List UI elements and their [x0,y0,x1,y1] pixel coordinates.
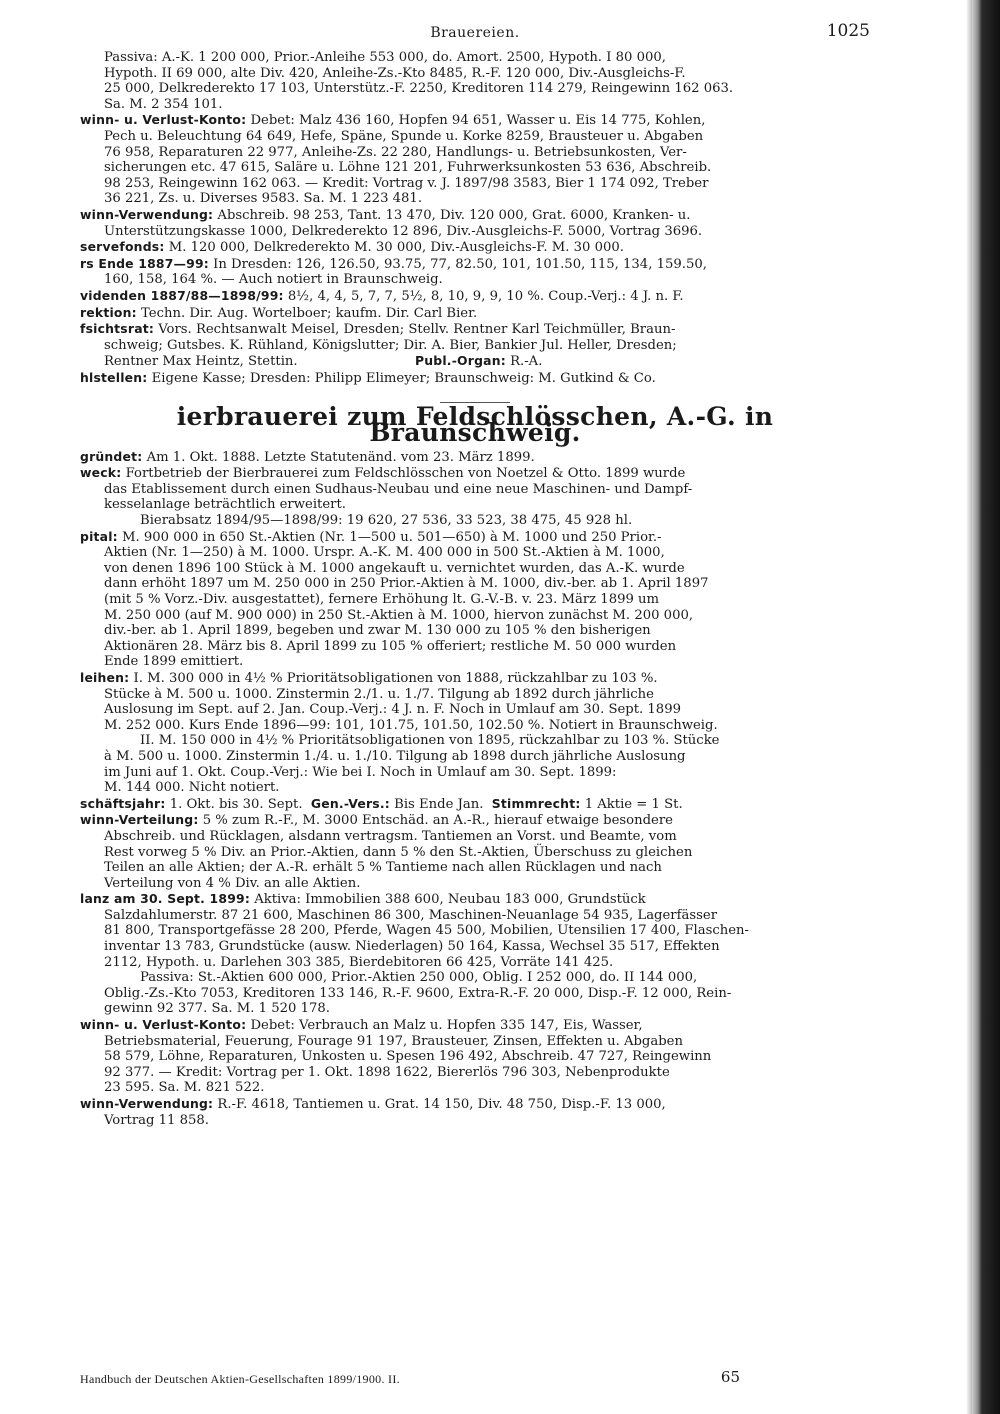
entry-text: I. M. 300 000 in 4½ % Prioritätsobligationen von 1888, rückzahlbar zu 103 %. [133,670,658,686]
entry-line: Unterstützungskasse 1000, Delkrederekto 12 896, Div.-Ausgleichs-F. 5000, Vortrag 3696. [104,223,703,239]
gegruendet-entry [80,449,870,466]
entry-text: Rentner Max Heintz, Stettin. [104,354,298,370]
entry-text: Bis Ende Jan. [394,796,484,812]
passiva-line: Passiva: St.-Aktien 600 000, Prior.-Aktien 250 000, Oblig. I 252 000, do. II 144 000, [140,970,698,986]
entry-label: fsichtsrat: [80,321,155,337]
entry-line: 92 377. — Kredit: Vortrag per 1. Okt. 1898 1622, Biererlös 796 303, Nebenprodukte [104,1064,670,1080]
entry-line: M. 250 000 (auf M. 900 000) in 250 St.-Aktien à M. 1000, hiervon zunächst M. 200 000, [104,607,694,623]
anleihen-entry [80,670,870,687]
page-number: 1025 [826,21,870,41]
entry-line [80,353,870,370]
entry-line: Salzdahlumerstr. 87 21 600, Maschinen 86 300, Maschinen-Neuanlage 54 935, Lagerfässer [104,907,717,923]
bierabsatz-line: Bierabsatz 1894/95—1898/99: 19 620, 27 536, 33 523, 38 475, 45 928 hl. [140,513,633,529]
entry-line: das Etablissement durch einen Sudhaus-Neubau und eine neue Maschinen- und Dampf- [104,481,693,497]
verwendung-entry [80,207,870,224]
passiva-line: Hypoth. II 69 000, alte Div. 420, Anleihe-Zs.-Kto 8485, R.-F. 120 000, Div.-Ausgleichs-F. [104,65,686,81]
guv-konto-entry [80,1017,870,1034]
entry-label: rektion: [80,304,137,320]
entry-label: weck: [80,465,122,481]
entry-text: Eigene Kasse; Dresden: Philipp Elimeyer; Braunschweig: M. Gutkind & Co. [151,370,656,386]
entry-line: à M. 500 u. 1000. Zinstermin 1./4. u. 1./10. Tilgung ab 1898 durch jährliche Auslosung [104,748,686,764]
entry-label: winn-Verteilung: [80,812,199,828]
entry-text: Debet: Verbrauch an Malz u. Hopfen 335 147, Eis, Wasser, [250,1018,643,1034]
entry-line: 81 800, Transportgefässe 28 200, Pferde, Wagen 45 500, Mobilien, Utensilien 17 400, Flaschen- [104,923,750,939]
entry-label: winn- u. Verlust-Konto: [80,112,247,128]
entry-text: Am 1. Okt. 1888. Letzte Statutenänd. vom 23. März 1899. [146,449,535,465]
entry-line: Pech u. Beleuchtung 64 649, Hefe, Späne, Spunde u. Korke 8259, Brausteuer u. Abgaben [104,128,704,144]
entry-line: 98 253, Reingewinn 162 063. — Kredit: Vortrag v. J. 1897/98 3583, Bier 1 174 092, Treber [104,175,709,191]
geschaeftsjahr-entry [80,796,870,813]
passiva-line: Passiva: A.-K. 1 200 000, Prior.-Anleihe 553 000, do. Amort. 2500, Hypoth. I 80 000, [104,50,666,65]
entry-label: leihen: [80,669,130,685]
entry-text: Fortbetrieb der Bierbrauerei zum Feldschlösschen von Noetzel & Otto. 1899 wurde [125,466,686,482]
entry-label: rs Ende 1887—99: [80,255,209,271]
entry-label: schäftsjahr: [80,795,166,811]
entry-label: winn- u. Verlust-Konto: [80,1017,247,1033]
gewinnverteilung-entry [80,812,870,829]
entry-line: von denen 1896 100 Stück à M. 1000 angekauft u. vernichtet wurden, das A.-K. wurde [104,560,685,576]
entry-line: (mit 5 % Vorz.-Div. ausgestattet), fernere Erhöhung lt. G.-V.-B. v. 23. März 1899 um [104,592,660,607]
entry-text: R.-F. 4618, Tantiemen u. Grat. 14 150, Div. 48 750, Disp.-F. 13 000, [217,1097,666,1112]
entry-label: Stimmrecht: [491,795,581,811]
footer-source: Handbuch der Deutschen Aktien-Gesellschaften 1899/1900. II. [80,1372,400,1386]
company-title: ierbrauerei zum Feldschlösschen, A.-G. in Braunschweig. [176,402,774,448]
passiva-line: Oblig.-Zs.-Kto 7053, Kreditoren 133 146, R.-F. 9600, Extra-R.-F. 20 000, Disp.-F. 12 000, Rein- [104,985,732,1001]
entry-text: M. 120 000, Delkrederekto M. 30 000, Div.-Ausgleichs-F. M. 30 000. [168,240,624,256]
company-section [80,449,870,1129]
book-binding-edge [972,0,1000,1414]
gewinnverwendung-entry [80,1096,870,1113]
previous-company-section [80,50,870,386]
entry-line: 23 595. Sa. M. 821 522. [104,1080,265,1096]
entry-line: Rest vorweg 5 % Div. an Prior.-Aktien, dann 5 % den St.-Aktien, Überschuss zu gleichen [104,844,693,860]
entry-text: Techn. Dir. Aug. Wortelboer; kaufm. Dir. Carl Bier. [141,305,478,321]
entry-label: winn-Verwendung: [80,1096,214,1111]
entry-label: winn-Verwendung: [80,206,214,222]
entry-text: Vors. Rechtsanwalt Meisel, Dresden; Stellv. Rentner Karl Teichmüller, Braun- [158,322,676,338]
entry-line: II. M. 150 000 in 4½ % Prioritätsobligationen von 1895, rückzahlbar zu 103 %. Stücke [140,733,720,749]
page-header [80,22,870,50]
entry-line: 58 579, Löhne, Reparaturen, Unkosten u. Spesen 196 492, Abschreib. 47 727, Reingewinn [104,1049,712,1065]
bilanz-entry [80,891,870,908]
entry-line: 160, 158, 164 %. — Auch notiert in Braunschweig. [104,272,443,288]
dividenden-entry [80,288,870,305]
entry-label: Publ.-Organ: [414,353,506,369]
entry-line: dann erhöht 1897 um M. 250 000 in 250 Prior.-Aktien à M. 1000, div.-ber. ab 1. April 1897 [104,576,709,592]
kapital-entry [80,529,870,546]
direktion-entry [80,305,870,322]
entry-line: 36 221, Zs. u. Diverses 9583. Sa. M. 1 223 481. [104,191,423,207]
zweck-entry [80,465,870,482]
entry-label: lanz am 30. Sept. 1899: [80,891,250,907]
aufsichtsrat-entry [80,321,870,338]
entry-text: 5 % zum R.-F., M. 3000 Entschäd. an A.-R., hierauf etwaige besondere [202,813,673,829]
entry-text: In Dresden: 126, 126.50, 93.75, 77, 82.50, 101, 101.50, 115, 134, 159.50, [213,256,707,272]
running-head: Brauereien. [430,25,520,41]
reservefonds-entry [80,239,870,256]
entry-label: Gen.-Vers.: [310,795,390,811]
entry-label: hlstellen: [80,369,148,385]
entry-text: Aktiva: Immobilien 388 600, Neubau 183 000, Grundstück [254,892,646,908]
gv-konto-entry [80,112,870,129]
entry-line: inventar 13 783, Grundstücke (ausw. Niederlagen) 50 164, Kassa, Wechsel 35 517, Effekten [104,939,720,955]
entry-line: Aktionären 28. März bis 8. April 1899 zu 105 % offeriert; restliche M. 50 000 wurden [104,638,677,654]
entry-line: 76 958, Reparaturen 22 977, Anleihe-Zs. 22 280, Handlungs- u. Betriebsunkosten, Ver- [104,144,687,160]
entry-label: gründet: [80,448,143,464]
entry-line: Betriebsmaterial, Feuerung, Fourage 91 197, Brausteuer, Zinsen, Effekten u. Abgaben [104,1033,683,1049]
entry-line: M. 144 000. Nicht notiert. [104,780,280,796]
entry-line: Ende 1899 emittiert. [104,654,244,670]
entry-line: schweig; Gutsbes. K. Rühland, Königslutter; Dir. A. Bier, Bankier Jul. Heller, Dresden; [104,337,677,353]
entry-line: kesselanlage beträchtlich erweitert. [104,497,346,513]
entry-line: Teilen an alle Aktien; der A.-R. erhält 5 % Tantieme nach allen Rücklagen und nach [104,860,662,876]
document-page [80,22,870,1392]
entry-label: videnden 1887/88—1898/99: [80,287,284,303]
entry-line: div.-ber. ab 1. April 1899, begeben und zwar M. 130 000 zu 105 % den bisherigen [104,623,651,639]
entry-text: M. 900 000 in 650 St.-Aktien (Nr. 1—500 u. 501—650) à M. 1000 und 250 Prior.- [122,529,662,545]
passiva-line: 25 000, Delkrederekto 17 103, Unterstütz.-F. 2250, Kreditoren 114 279, Reingewinn 162 063. [104,81,734,97]
entry-text: Debet: Malz 436 160, Hopfen 94 651, Wasser u. Eis 14 775, Kohlen, [250,113,706,129]
entry-text: 1. Okt. bis 30. Sept. [169,796,303,812]
entry-line: 2112, Hypoth. u. Darlehen 303 385, Bierdebitoren 66 425, Vorräte 141 425. [104,954,614,970]
entry-line: Verteilung von 4 % Div. an alle Aktien. [104,875,361,891]
entry-line: Aktien (Nr. 1—250) à M. 1000. Urspr. A.-K. M. 400 000 in 500 St.-Aktien à M. 1000, [104,545,665,561]
entry-line: Abschreib. und Rücklagen, alsdann vertragsm. Tantiemen an Vorst. und Beamte, vom [104,828,677,844]
entry-line: im Juni auf 1. Okt. Coup.-Verj.: Wie bei I. Noch in Umlauf am 30. Sept. 1899: [104,764,617,780]
passiva-line: Sa. M. 2 354 101. [104,96,223,112]
entry-text: R.-A. [510,354,543,370]
entry-line: Vortrag 11 858. [104,1112,209,1128]
passiva-line: gewinn 92 377. Sa. M. 1 520 178. [104,1001,330,1017]
page-footer [80,1368,870,1392]
entry-line: sicherungen etc. 47 615, Saläre u. Löhne 121 201, Fuhrwerksunkosten 53 636, Abschreib. [104,160,712,176]
footer-signature: 65 [720,1368,740,1386]
zahlstellen-entry [80,370,870,387]
entry-line: Stücke à M. 500 u. 1000. Zinstermin 2./1. u. 1./7. Tilgung ab 1892 durch jährliche [104,686,654,702]
entry-text: 1 Aktie = 1 St. [584,796,683,812]
entry-label: pital: [80,528,118,544]
entry-label: servefonds: [80,239,165,255]
entry-line: M. 252 000. Kurs Ende 1896—99: 101, 101.75, 101.50, 102.50 %. Notiert in Braunschweig. [104,717,718,733]
entry-line: Auslosung im Sept. auf 2. Jan. Coup.-Verj.: 4 J. n. F. Noch in Umlauf am 30. Sept. 1899 [104,702,681,718]
entry-text: 8½, 4, 4, 5, 7, 7, 5½, 8, 10, 9, 9, 10 %. Coup.-Verj.: 4 J. n. F. [287,288,684,304]
entry-text: Abschreib. 98 253, Tant. 13 470, Div. 120 000, Grat. 6000, Kranken- u. [217,207,691,223]
kurs-entry [80,256,870,273]
